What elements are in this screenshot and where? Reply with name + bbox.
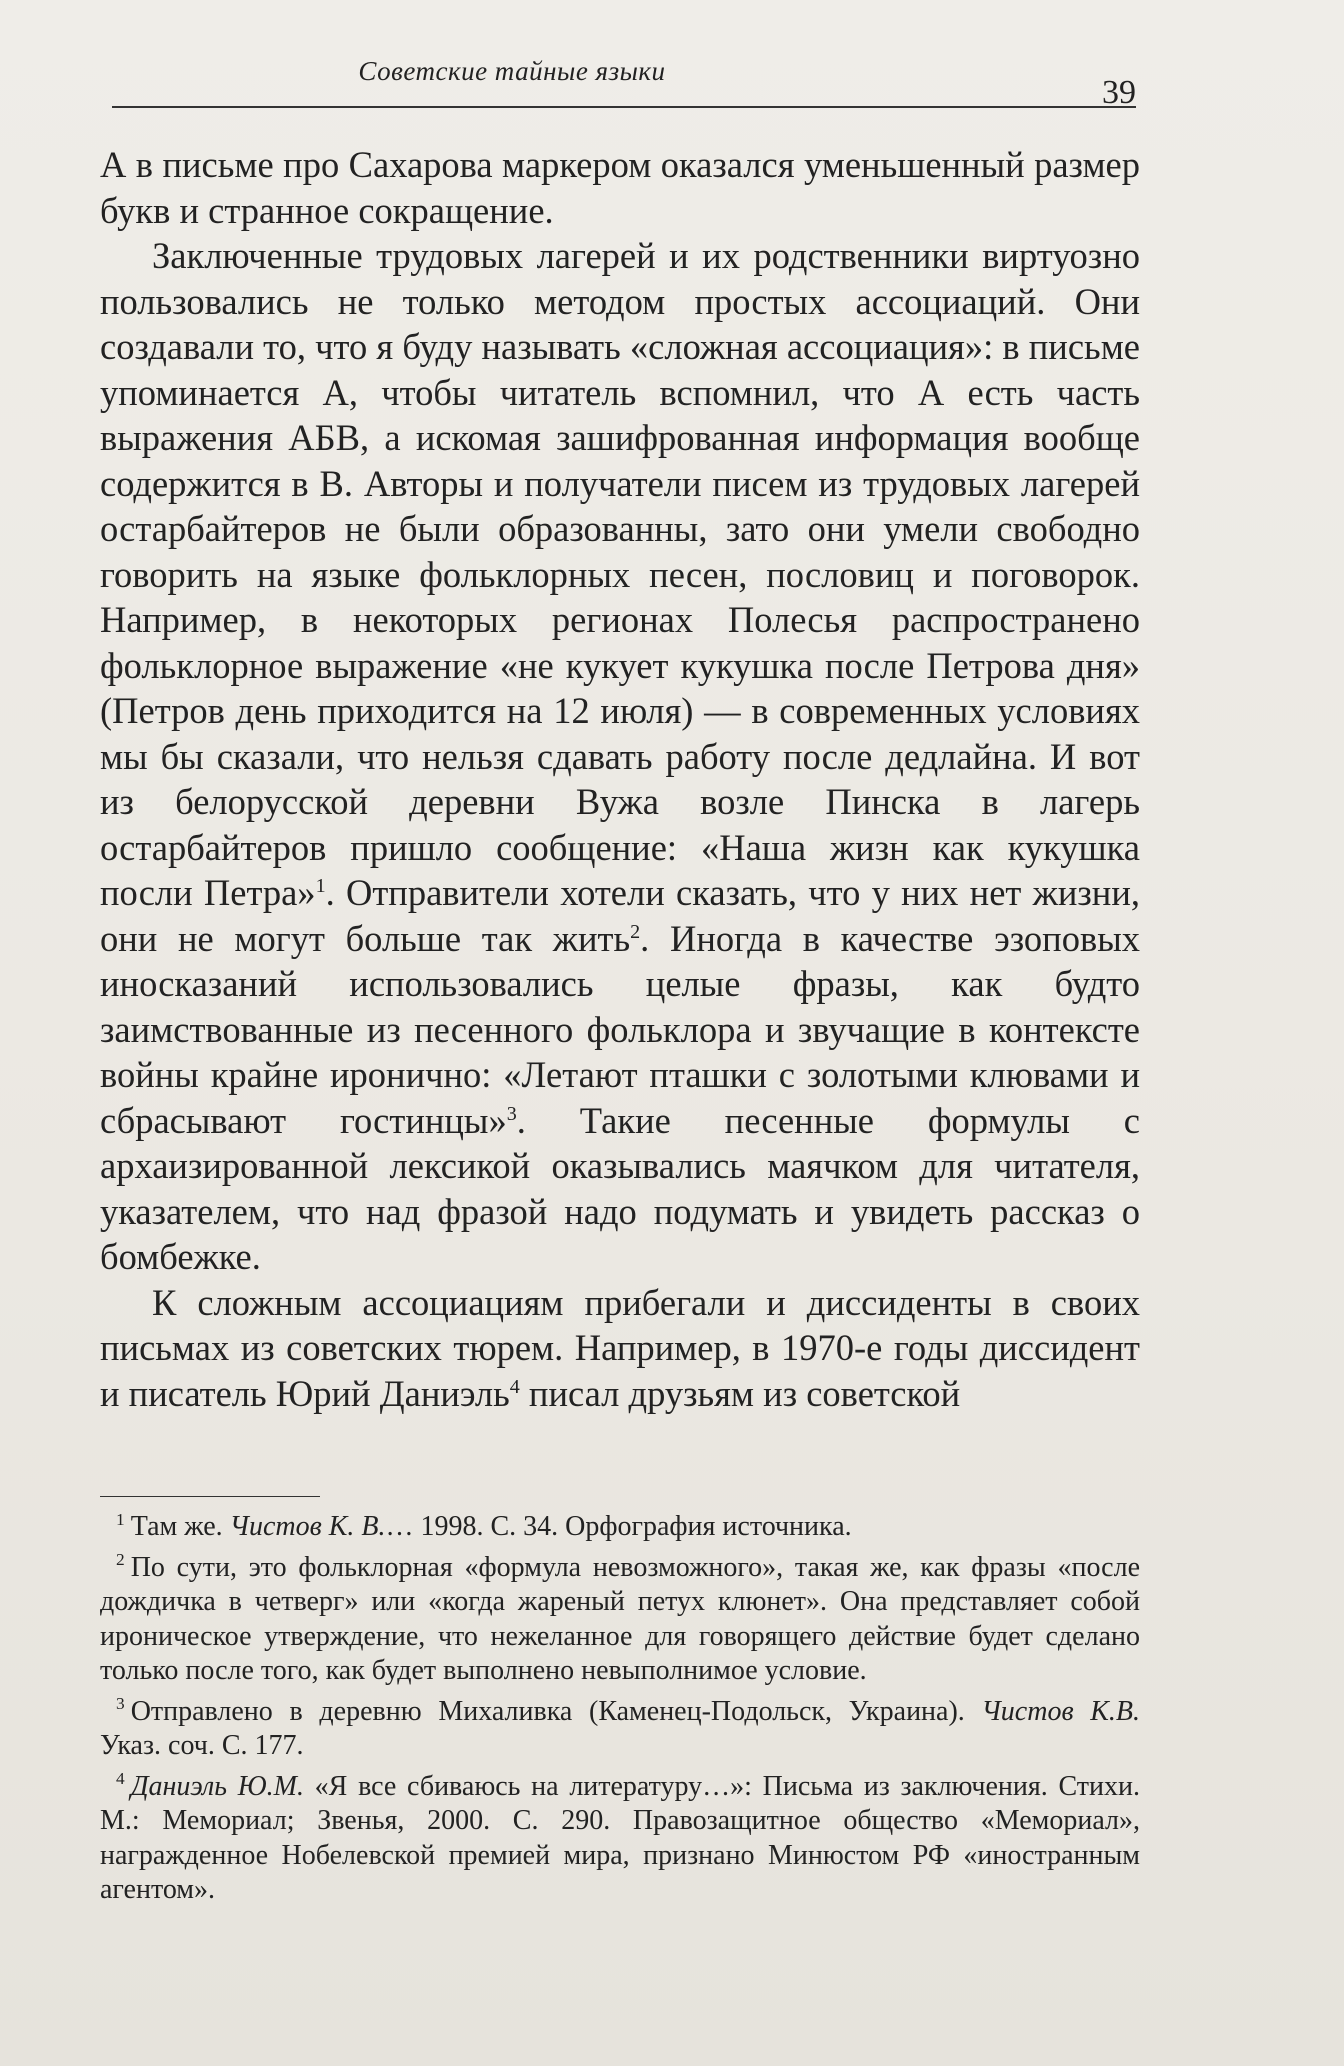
footnotes [100,1510,1140,1914]
paragraph-2-text-c: . Иногда в качестве эзоповых иносказаний использовались целые фразы, как будто заимствованные из песенного фольклора и звучащие в контексте войны крайне иронично: «Летают пташки с золотыми клювами и сбрасывают гостинцы» [100,917,1140,1141]
page-header [112,52,1136,116]
paragraph-3 [100,1280,1140,1417]
footnote-ref-2[interactable]: 2 [630,920,641,943]
footnote-number: 3 [116,1694,125,1714]
footnote-ref-3[interactable]: 3 [506,1102,517,1125]
paragraph-1-text: А в письме про Сахарова маркером оказался уменьшенный размер букв и странное сокращение. [100,144,1140,231]
footnote-author: Чистов К. В. [229,1511,386,1542]
paragraph-3-text-a: К сложным ассоциациям прибегали и диссиденты в своих письмах из советских тюрем. Например, в 1970-е годы диссидент и писатель Юрий Даниэль [100,1281,1140,1414]
paragraph-2-text-d: . Такие песенные формулы с архаизированной лексикой оказывались маячком для читателя, указателем, что над фразой надо подумать и увидеть рассказ о бомбежке. [100,1099,1141,1277]
footnote-2 [100,1551,1140,1689]
footnote-text: Там же. [130,1511,230,1542]
footnote-author: Чистов К.В. [981,1695,1140,1727]
footnote-text: Отправлено в деревню Михаливка (Каменец-Подольск, Украина). [130,1695,982,1727]
footnote-3 [100,1695,1140,1764]
footnote-number: 1 [116,1509,125,1529]
main-text [100,142,1140,1416]
paragraph-2-text-b: . Отправители хотели сказать, что у них нет жизни, они не могут больше так жить [100,872,1140,959]
footnote-text: Указ. соч. С. 177. [100,1730,304,1761]
footnote-text: … 1998. С. 34. Орфография источника. [385,1511,852,1542]
paragraph-1 [100,142,1140,233]
page-number: 39 [1102,74,1136,111]
paragraph-2 [100,233,1140,1280]
footnote-text: По сути, это фольклорная «формула невозможного», такая же, как фразы «после дождичка в четверг» или «когда жареный петух клюнет». Она представляет собой ироническое утверждение, что нежеланное для говорящего действие будет сделано только после того, как будет выполнено невыполнимое условие. [100,1551,1140,1686]
footnote-ref-4[interactable]: 4 [509,1375,520,1398]
header-rule [112,106,1136,108]
footnote-1 [100,1510,1140,1545]
footnote-number: 2 [116,1550,125,1570]
footnote-ref-1[interactable]: 1 [315,874,326,897]
footnote-author: Даниэль Ю.М. [130,1770,304,1802]
paragraph-3-text-b: писал друзьям из советской [519,1372,961,1414]
running-title: Советские тайные языки [358,56,666,86]
footnote-text: «Я все сбиваюсь на литературу…»: Письма из заключения. Стихи. М.: Мемориал; Звенья, 2000. С. 290. Правозащитное общество «Мемориал», награжденное Нобелевской премией мира, признано Минюстом РФ «иностранным агентом». [100,1770,1141,1905]
paragraph-2-text-a: Заключенные трудовых лагерей и их родственники виртуозно пользовались не только методом простых ассоциаций. Они создавали то, что я буду называть «сложная ассоциация»: в письме упоминается А, чтобы читатель вспомнил, что А есть часть выражения АБВ, а искомая зашифрованная информация вообще содержится в В. Авторы и получатели писем из трудовых лагерей остарбайтеров не были образованны, зато они умели свободно говорить на языке фольклорных песен, пословиц и поговорок. Например, в некоторых регионах Полесья распространено фольклорное выражение «не кукует кукушка после Петрова дня» (Петров день приходится на 12 июля) — в современных условиях мы бы сказали, что нельзя сдавать работу после дедлайна. И вот из белорусской деревни Вужа возле Пинска в лагерь остарбайтеров пришло сообщение: «Наша жизн как кукушка посли Петра» [100,235,1140,913]
footnote-number: 4 [116,1769,125,1789]
footnote-4 [100,1770,1140,1908]
footnote-separator [100,1496,320,1497]
